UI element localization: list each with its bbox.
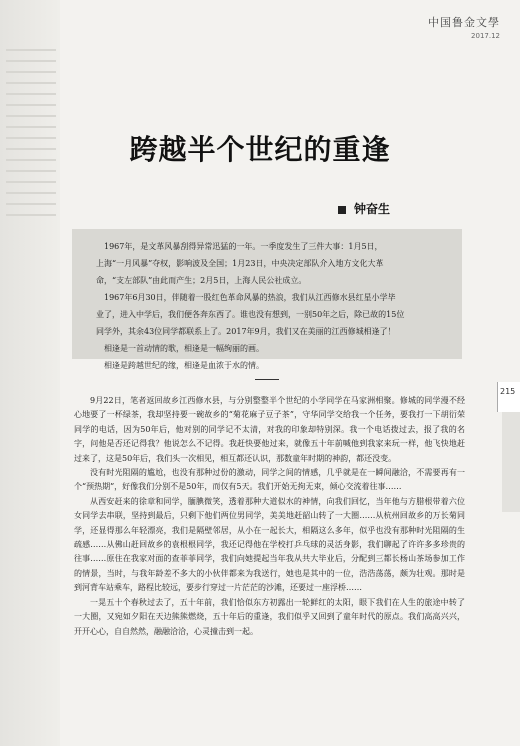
issue-date: 2017.12 (471, 32, 500, 40)
intro-line: 命，“支左部队”由此而产生；2月5日，上海人民公社成立。 (96, 276, 307, 285)
body-paragraph: 9月22日，笔者返回故乡江西修水县，与分别整整半个世纪的小学同学在马家洲相聚。修城的同学漫不经心地要了一杯绿茶，我却坚持要一碗故乡的“菊花麻子豆子茶”，守华同学交给我一个任务，要我打一下胡衍荣同学的电话，因为50年后，他对别的同学记不太清，对我的印象却特别深。我一个电话拨过去，报了我的名字，问他是否还记得我？他说怎么不记得。我赶快要他过来，就像五十年前喊他到我家来玩一样，他飞快地赶过来了，这是50年后，我们头一次相见，相互都还认识，那数童年时期的神韵，都还没变。 (74, 396, 465, 463)
author-square-icon (338, 206, 346, 214)
body-paragraph: 从西安赶来的徐章和同学，腼腆微笑，透着那种大道似水的神情，向我们回忆，当年他与方腊根带着六位女同学去串联，坚持到最后，只剩下他们两位男同学，美美地赶韶山转了一大圈……从杭州回故乡的万长菊同学，还显得那么年轻漂亮，我们是隔壁邻居，从小在一起长大，相隔这么多年，似乎也没有那种时光阻隔的生疏感……从佛山赶回故乡的袁根根同学，我还记得他在学校打乒乓球的灵活身影，我们聊起了许许多多珍贵的往事……原住在我家对面的查菲菲同学，我们向她提起当年我从共大毕业后，分配到三都长杨山茶场参加工作的情景，当时，与我年龄差不多大的小伙伴都来为我送行，她也是其中的一位，浩浩荡荡，颇为壮观。那时是到河背车站乘车，路程比较远，要步行穿过一片茫茫的沙滩，还要过一座浮桥…… (74, 496, 465, 593)
intro-line: 1967年，是文革风暴刮得异常迅猛的一年。一季度发生了三件大事：1月5日， (104, 242, 383, 251)
body-paragraph: 没有时光阻隔的尴尬，也没有那种过份的激动，同学之间的情感，几乎就是在一瞬间融洽，不需要再有一个“预热期”，好像我们分别不是50年，而仅有5天。我们开始无拘无束，倾心交流着往事…… (74, 468, 465, 492)
article-body (74, 394, 465, 639)
intro-line: 相逢是跨越世纪的缘，相逢是血浓于水的情。 (104, 361, 264, 370)
page-number: 215 (500, 387, 516, 396)
intro-line: 1967年6月30日，伴随着一股红色革命风暴的热浪，我们从江西修水县红星小学毕 (104, 293, 396, 302)
intro-box (72, 229, 462, 370)
body-paragraph: 一晃五十个春秋过去了，五十年前，我们恰似东方初露出一轮鲜红的太阳，眼下我们在人生的旅途中转了一大圈，又宛如夕阳在天边熊熊燃烧，五十年后的重逢，我们似乎又回到了童年时代的原点。我们高高兴兴，开开心心，自自然然，融融洽洽，心灵撞击到一起。 (74, 597, 465, 636)
intro-line: 业了，进入中学后，我们便各奔东西了。谁也没有想到，一别50年之后，除已故的15位 (96, 310, 405, 319)
article-title: 跨越半个世纪的重逢 (129, 133, 391, 166)
author-name: 钟奋生 (354, 202, 391, 216)
page-number-tab (497, 382, 520, 412)
magazine-brand: 中国鲁金文學 (428, 16, 500, 29)
author-line (338, 200, 390, 217)
intro-line: 相逢是一首动情的歌，相逢是一幅绚丽的画。 (104, 344, 264, 353)
section-divider (255, 379, 279, 380)
page-header (428, 14, 500, 40)
intro-line: 同学外，其余43位同学都联系上了。2017年9月，我们又在美丽的江西修城相逢了！ (96, 327, 396, 336)
page-edge-shadow (502, 412, 520, 512)
facing-page-edge (0, 0, 60, 746)
intro-line: 上海“一月风暴”夺权，影响波及全国；1月23日，中央决定部队介入地方文化大革 (96, 259, 384, 268)
